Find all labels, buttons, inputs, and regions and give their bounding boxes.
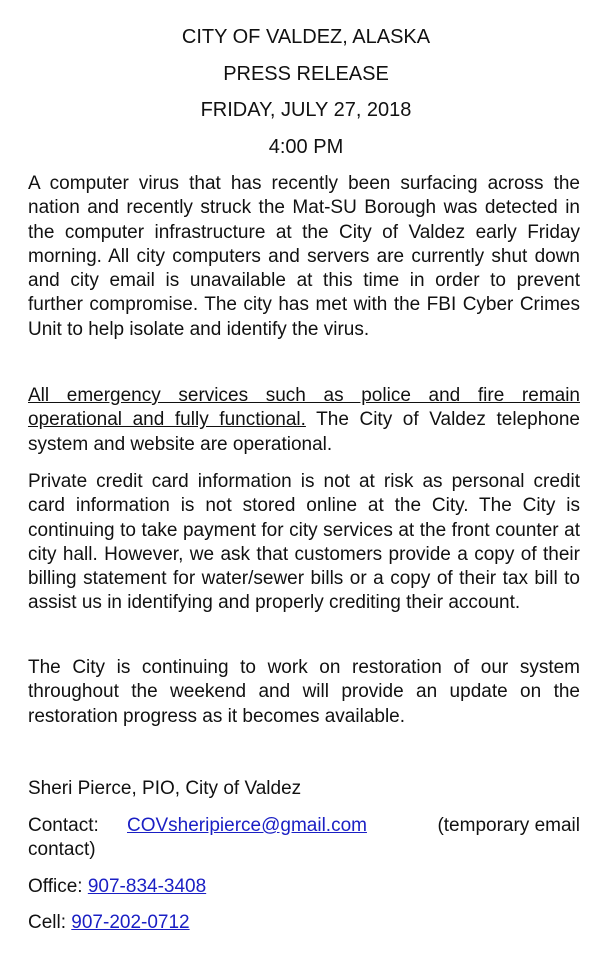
emergency-services-rest: The City of Valdez telephone system and website are operational. bbox=[28, 409, 580, 455]
doc-type-title: PRESS RELEASE bbox=[223, 63, 389, 85]
signature-line: Sheri Pierce, PIO, City of Valdez bbox=[28, 778, 302, 799]
contact-email-link[interactable]: COVsheripierce@gmail.com bbox=[127, 815, 367, 836]
cell-label: Cell: bbox=[28, 912, 72, 933]
contact-note-continued: contact) bbox=[28, 839, 96, 860]
paragraph-emergency-services bbox=[28, 384, 580, 457]
release-time: 4:00 PM bbox=[268, 136, 344, 158]
cell-line bbox=[28, 911, 190, 935]
contact-row bbox=[28, 814, 580, 838]
release-date: FRIDAY, JULY 27, 2018 bbox=[200, 99, 412, 121]
office-label: Office: bbox=[28, 876, 88, 897]
contact-note: (temporary email bbox=[437, 815, 580, 836]
emergency-services-underlined: All emergency services such as police and fire remain operational and fully functional. bbox=[28, 385, 580, 431]
cell-phone-link[interactable]: 907-202-0712 bbox=[71, 912, 190, 933]
paragraph-credit-card-info: Private credit card information is not at risk as personal credit card information is not stored online at the City. The City is continuing to take payment for city services at the front counter at city hall. However, we ask that customers provide a copy of their billing statement for water/sewer bills or a copy of their tax bill to assist us in identifying and properly crediting their account. bbox=[28, 471, 580, 614]
paragraph-virus-detected: A computer virus that has recently been surfacing across the nation and recently struck the Mat-SU Borough was detected in the computer infrastructure at the City of Valdez early Friday morning. All city computers and servers are currently shut down and city email is unavailable at this time in order to prevent further compromise. The city has met with the FBI Cyber Crimes Unit to help isolate and identify the virus. bbox=[28, 173, 580, 340]
city-title: CITY OF VALDEZ, ALASKA bbox=[181, 26, 431, 48]
paragraph-restoration: The City is continuing to work on restoration of our system throughout the weekend and will provide an update on the restoration progress as it becomes available. bbox=[28, 657, 580, 727]
contact-label: Contact: bbox=[28, 815, 99, 836]
office-phone-link[interactable]: 907-834-3408 bbox=[87, 876, 207, 897]
office-line bbox=[28, 875, 206, 899]
